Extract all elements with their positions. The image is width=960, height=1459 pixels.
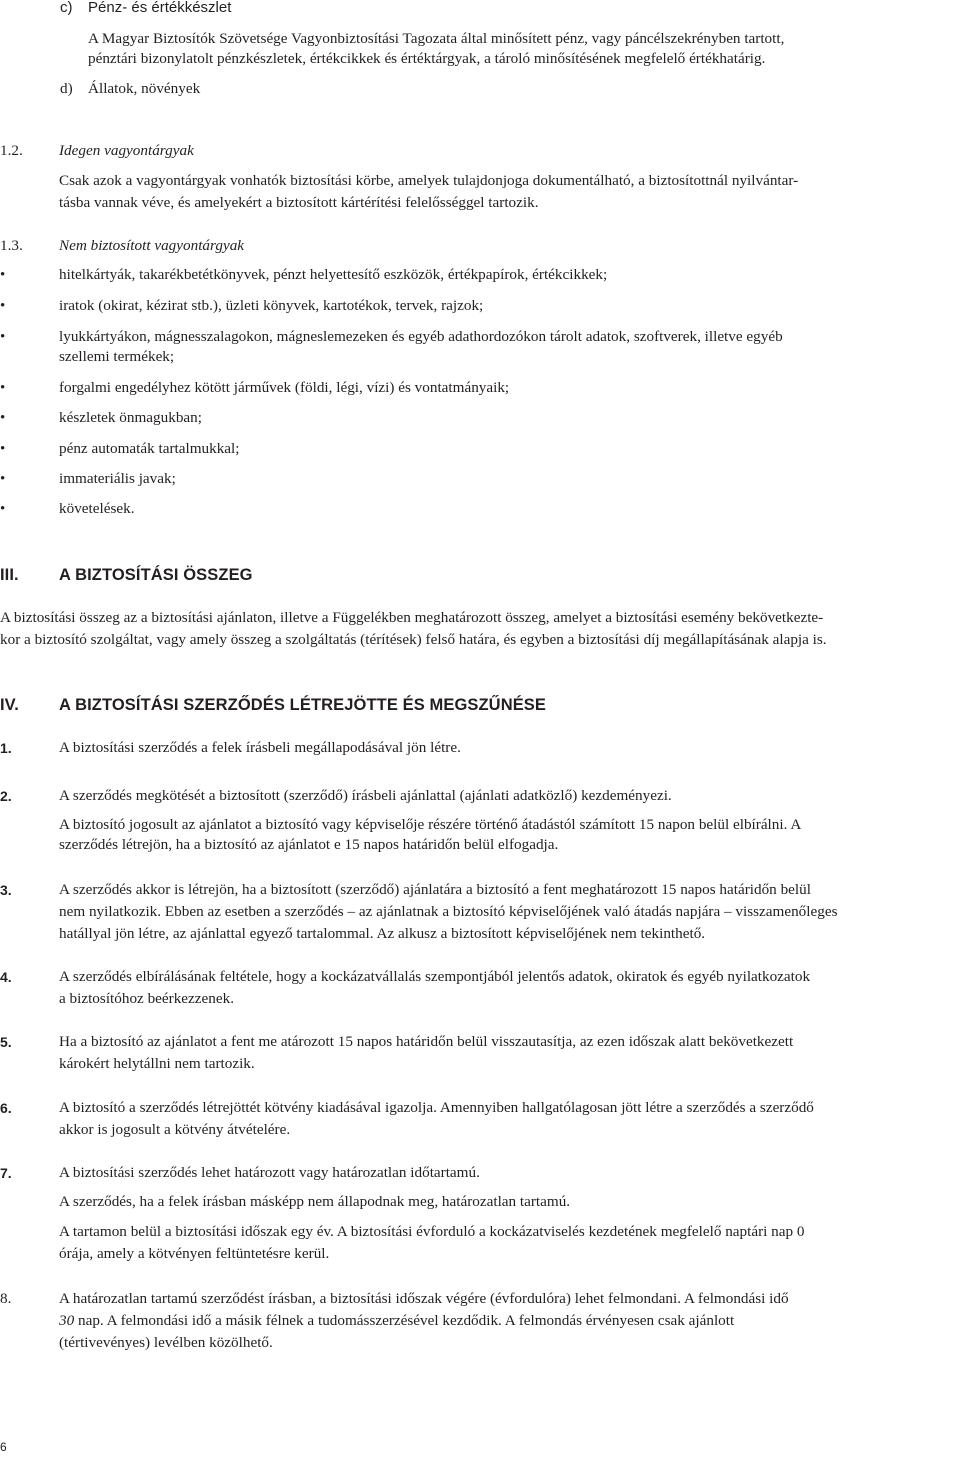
paragraph-line: hatállyal jön létre, az ajánlattal egyező tartalommal. Az alkusz a biztosított képviselőjének nem tekinthető. [59, 925, 706, 942]
section-number: 1.2. [0, 142, 23, 159]
notice-period-value: 30 [59, 1312, 75, 1329]
item-number: 4. [0, 969, 12, 985]
paragraph-line: tásba vannak véve, és amelyekért a biztosított kártérítési felelősséggel tartozik. [59, 194, 539, 211]
bullet-glyph: • [0, 380, 6, 396]
section-number: 1.3. [0, 237, 23, 254]
list-item: lyukkártyákon, mágnesszalagokon, mágneslemezeken és egyéb adathordozókon tárolt adatok, szoftverek, illetve egyéb [59, 328, 783, 345]
paragraph-line: A biztosítási szerződés lehet határozott vagy határozatlan időtartamú. [59, 1164, 480, 1181]
bullet-glyph: • [0, 410, 6, 426]
section-heading: A BIZTOSÍTÁSI ÖSSZEG [59, 566, 253, 584]
list-item: hitelkártyák, takarékbetétkönyvek, pénzt helyettesítő eszközök, értékpapírok, értékcikkek; [59, 266, 608, 283]
paragraph-line: kor a biztosító szolgáltat, vagy amely összeg a szolgáltatás (térítések) felső határa, és egyben a biztosítási díj megállapításának alapja is. [0, 631, 827, 648]
paragraph-line: A szerződés, ha a felek írásban másképp nem állapodnak meg, határozatlan tartamú. [59, 1193, 571, 1210]
list-item: pénz automaták tartalmukkal; [59, 440, 240, 457]
list-item: követelések. [59, 500, 135, 517]
list-item: immateriális javak; [59, 470, 176, 487]
item-number: 7. [0, 1165, 12, 1181]
paragraph-line: nem nyilatkozik. Ebben az esetben a szerződés – az ajánlatnak a biztosító képviselőjének való átadás napjára – visszamenőleges [59, 903, 838, 920]
paragraph-line: A szerződés megkötését a biztosított (szerződő) írásbeli ajánlattal (ajánlati adatközlő) kezdeményezi. [59, 787, 672, 804]
list-item: iratok (okirat, kézirat stb.), üzleti könyvek, kartotékok, tervek, rajzok; [59, 297, 484, 314]
item-number: 1. [0, 740, 12, 756]
paragraph-line: A Magyar Biztosítók Szövetsége Vagyonbiztosítási Tagozata által minősített pénz, vagy páncélszekrényben tartott, [88, 30, 785, 47]
paragraph-line: Ha a biztosító az ajánlatot a fent me atározott 15 napos határidőn belül visszautasítja, az ezen időszak alatt bekövetkezett [59, 1033, 794, 1050]
bullet-glyph: • [0, 298, 6, 314]
paragraph-line: A tartamon belül a biztosítási időszak egy év. A biztosítási évforduló a kockázatviselés kezdetének megfelelő naptári nap 0 [59, 1223, 805, 1240]
bullet-glyph: • [0, 329, 6, 345]
paragraph-line: szerződés létrejön, ha a biztosító az ajánlatot e 15 napos határidőn belül elfogadja. [59, 836, 559, 853]
paragraph-line: Csak azok a vagyontárgyak vonhatók biztosítási körbe, amelyek tulajdonjoga dokumentálható, a biztosítottnál nyilvántar- [59, 172, 799, 189]
section-title: Idegen vagyontárgyak [59, 142, 194, 159]
paragraph-line: órája, amely a kötvényen feltüntetésre kerül. [59, 1245, 330, 1262]
paragraph-line: A szerződés elbírálásának feltétele, hogy a kockázatvállalás szempontjából jelentős adatok, okiratok és egyéb nyilatkozatok [59, 968, 811, 985]
paragraph-line: A biztosítási szerződés a felek írásbeli megállapodásával jön létre. [59, 739, 461, 756]
list-item: forgalmi engedélyhez kötött járművek (földi, légi, vízi) és vontatmányaik; [59, 379, 510, 396]
page-number: 6 [0, 1440, 7, 1454]
paragraph-line: A határozatlan tartamú szerződést írásban, a biztosítási időszak végére (évfordulóra) lehet felmondani. A felmondási idő [59, 1290, 789, 1307]
list-item-continuation: szellemi termékek; [59, 348, 175, 365]
section-number: IV. [0, 696, 19, 714]
paragraph-line: akkor is jogosult a kötvény átvételére. [59, 1121, 291, 1138]
paragraph-line: A biztosító a szerződés létrejöttét kötvény kiadásával igazolja. Amennyiben hallgatólagosan jött létre a szerződés a szerződő [59, 1099, 814, 1116]
section-d-title: Állatok, növények [88, 80, 201, 97]
paragraph-line-rest: nap. A felmondási idő a másik félnek a tudomásszerzésével kezdődik. A felmondás érvényesen csak ajánlott [77, 1312, 735, 1329]
section-number: III. [0, 566, 19, 584]
item-number: 5. [0, 1034, 12, 1050]
paragraph-line: (tértivevényes) levélben közölhető. [59, 1334, 273, 1351]
bullet-glyph: • [0, 441, 6, 457]
paragraph-line: pénztári bizonylatolt pénzkészletek, értékcikkek és értéktárgyak, a tároló minősítésének megfelelő értékhatárig. [88, 50, 766, 67]
bullet-glyph: • [0, 501, 6, 517]
paragraph-line: a biztosítóhoz beérkezzenek. [59, 990, 234, 1007]
section-heading: A BIZTOSÍTÁSI SZERZŐDÉS LÉTREJÖTTE ÉS MEGSZŰNÉSE [59, 696, 547, 714]
item-number: 8. [0, 1290, 12, 1307]
paragraph-line: A biztosítási összeg az a biztosítási ajánlaton, illetve a Függelékben meghatározott összeg, amelyet a biztosítási esemény bekövetkezte- [0, 609, 824, 626]
bullet-glyph: • [0, 267, 6, 283]
item-number: 6. [0, 1100, 12, 1116]
list-item: készletek önmagukban; [59, 409, 202, 426]
section-c-title: Pénz- és értékkészlet [88, 0, 232, 16]
paragraph-line: károkért helytállni nem tartozik. [59, 1055, 255, 1072]
paragraph-line [59, 1311, 734, 1331]
section-c-label: c) [60, 0, 73, 16]
bullet-glyph: • [0, 471, 6, 487]
item-number: 3. [0, 882, 12, 898]
section-title: Nem biztosított vagyontárgyak [59, 237, 245, 254]
item-number: 2. [0, 788, 12, 804]
section-d-label: d) [60, 80, 73, 97]
paragraph-line: A biztosító jogosult az ajánlatot a biztosító vagy képviselője részére történő átadástól számított 15 napon belül elbírálni. A [59, 816, 802, 833]
paragraph-line: A szerződés akkor is létrejön, ha a biztosított (szerződő) ajánlatára a biztosító a fent meghatározott 15 napos határidőn belül [59, 881, 811, 898]
